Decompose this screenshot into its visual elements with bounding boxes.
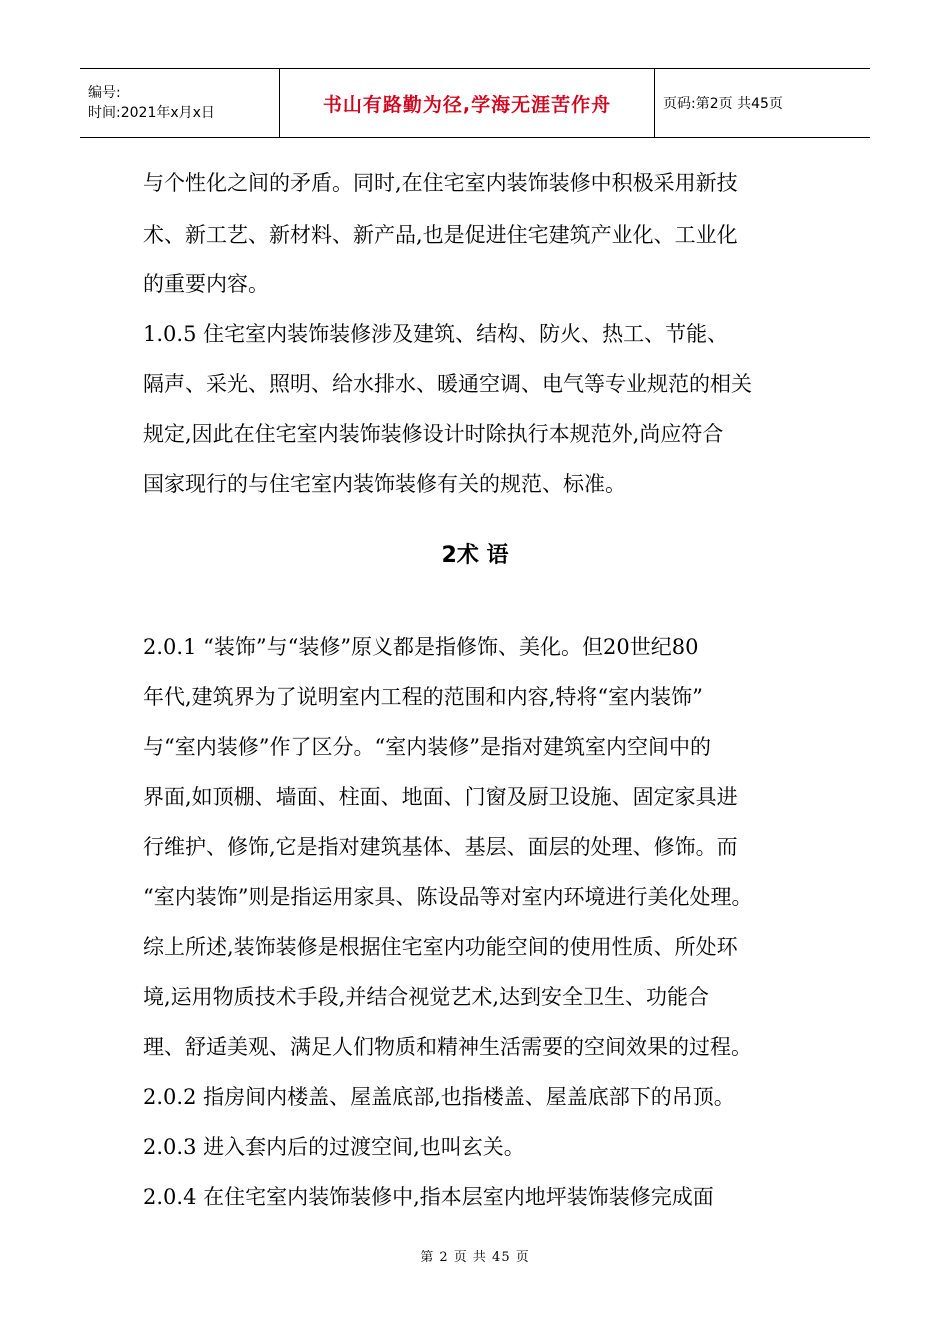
page-footer: 第 2 页 共 45 页 — [420, 1250, 530, 1265]
body-line: 国家现行的与住宅室内装饰装修有关的规范、标准。 — [143, 472, 626, 496]
header-meta — [80, 69, 280, 137]
body-line: 的重要内容。 — [143, 272, 269, 296]
body-line: 2.0.1 “装饰”与“装修”原义都是指修饰、美化。但20世纪80 — [143, 635, 699, 659]
section-title: 2术 语 — [441, 543, 509, 568]
body-line: 与“室内装修”作了区分。“室内装修”是指对建筑室内空间中的 — [143, 735, 711, 759]
body-line: 隔声、采光、照明、给水排水、暖通空调、电气等专业规范的相关 — [143, 372, 752, 396]
body-line: 规定,因此在住宅室内装饰装修设计时除执行本规范外,尚应符合 — [143, 422, 724, 446]
body-line: 术、新工艺、新材料、新产品,也是促进住宅建筑产业化、工业化 — [143, 223, 738, 247]
body-line: 年代,建筑界为了说明室内工程的范围和内容,特将“室内装饰” — [143, 685, 703, 709]
document-time-label: 时间:2021年x月x日 — [88, 105, 215, 121]
body-line: 综上所述,装饰装修是根据住宅室内功能空间的使用性质、所处环 — [143, 935, 738, 959]
page-header — [80, 68, 870, 138]
document-number-label: 编号: — [88, 85, 121, 101]
body-line: 2.0.4 在住宅室内装饰装修中,指本层室内地坪装饰装修完成面 — [143, 1185, 714, 1209]
body-line: 界面,如顶棚、墙面、柱面、地面、门窗及厨卫设施、固定家具进 — [143, 785, 738, 809]
body-line: 理、舒适美观、满足人们物质和精神生活需要的空间效果的过程。 — [143, 1035, 752, 1059]
body-line: 境,运用物质技术手段,并结合视觉艺术,达到安全卫生、功能合 — [143, 985, 710, 1009]
body-line: 2.0.2 指房间内楼盖、屋盖底部,也指楼盖、屋盖底部下的吊顶。 — [143, 1085, 735, 1109]
body-line: 1.0.5 住宅室内装饰装修涉及建筑、结构、防火、热工、节能、 — [143, 322, 729, 346]
body-line: 行维护、修饰,它是指对建筑基体、基层、面层的处理、修饰。而 — [143, 835, 738, 859]
body-line: “室内装饰”则是指运用家具、陈设品等对室内环境进行美化处理。 — [143, 885, 753, 909]
header-motto: 书山有路勤为径,学海无涯苦作舟 — [280, 69, 655, 137]
header-page-label: 页码:第2页 共45页 — [663, 96, 783, 112]
body-line: 与个性化之间的矛盾。同时,在住宅室内装饰装修中积极采用新技 — [143, 171, 738, 195]
body-line: 2.0.3 进入套内后的过渡空间,也叫玄关。 — [143, 1135, 525, 1159]
